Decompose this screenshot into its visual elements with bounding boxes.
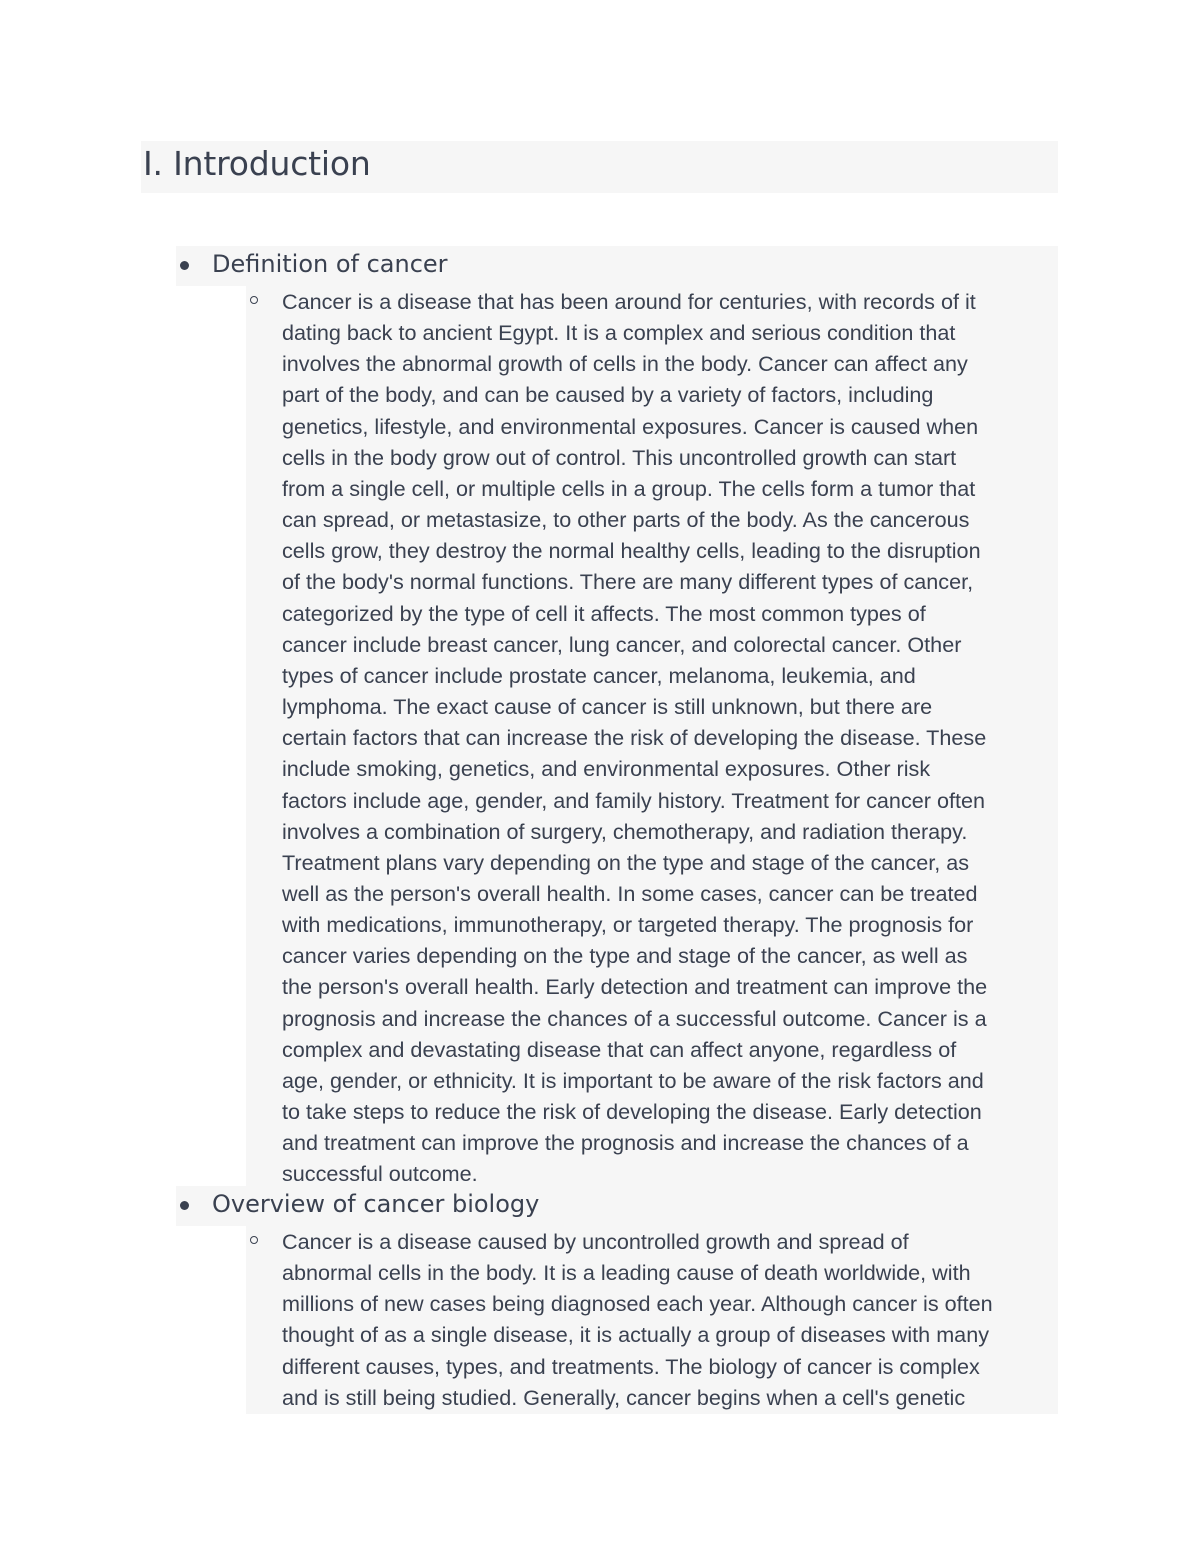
text-line: Treatment plans vary depending on the type and stage of the cancer, as — [282, 849, 970, 875]
text-line: involves a combination of surgery, chemotherapy, and radiation therapy. — [282, 818, 968, 844]
text-line: certain factors that can increase the risk of developing the disease. These — [282, 725, 987, 751]
text-line: dating back to ancient Egypt. It is a complex and serious condition that — [282, 320, 956, 346]
bullet-icon — [180, 261, 189, 270]
text-line: cells in the body grow out of control. This uncontrolled growth can start — [282, 444, 957, 470]
heading-block — [141, 141, 1058, 193]
text-line: Cancer is a disease that has been around for centuries, with records of it — [282, 289, 976, 314]
text-line: successful outcome. — [282, 1161, 478, 1187]
text-line: abnormal cells in the body. It is a leading cause of death worldwide, with — [282, 1260, 971, 1286]
text-line: to take steps to reduce the risk of developing the disease. Early detection — [282, 1099, 982, 1125]
section-body-definition — [246, 286, 1058, 1186]
text-line: of the body's normal functions. There are many different types of cancer, — [282, 569, 974, 595]
page-title: I. Introduction — [143, 144, 371, 183]
text-line: include smoking, genetics, and environmental exposures. Other risk — [282, 756, 931, 782]
hollow-bullet-icon — [250, 296, 258, 304]
text-line: lymphoma. The exact cause of cancer is still unknown, but there are — [282, 694, 933, 720]
text-line: prognosis and increase the chances of a successful outcome. Cancer is a — [282, 1005, 987, 1031]
text-line: categorized by the type of cell it affects. The most common types of — [282, 600, 926, 626]
text-line: millions of new cases being diagnosed each year. Although cancer is often — [282, 1291, 993, 1317]
text-line: genetics, lifestyle, and environmental exposures. Cancer is caused when — [282, 413, 979, 439]
text-line: well as the person's overall health. In some cases, cancer can be treated — [282, 880, 978, 906]
section-header-overview — [176, 1186, 1058, 1226]
hollow-bullet-icon — [250, 1236, 258, 1244]
text-line: the person's overall health. Early detection and treatment can improve the — [282, 974, 988, 1000]
text-line: and treatment can improve the prognosis and increase the chances of a — [282, 1130, 969, 1156]
text-line: cells grow, they destroy the normal healthy cells, leading to the disruption — [282, 538, 981, 564]
text-line: age, gender, or ethnicity. It is important to be aware of the risk factors and — [282, 1067, 984, 1093]
text-line: can spread, or metastasize, to other parts of the body. As the cancerous — [282, 507, 970, 533]
text-line: from a single cell, or multiple cells in a group. The cells form a tumor that — [282, 475, 976, 501]
paragraph — [282, 1226, 1062, 1413]
text-line: involves the abnormal growth of cells in the body. Cancer can affect any — [282, 351, 968, 377]
text-line: different causes, types, and treatments. The biology of cancer is complex — [282, 1353, 980, 1379]
text-line: cancer varies depending on the type and stage of the cancer, as well as — [282, 943, 968, 969]
section-body-overview — [246, 1226, 1058, 1414]
paragraph — [282, 286, 1062, 1190]
bullet-icon — [180, 1201, 189, 1210]
text-line: types of cancer include prostate cancer, melanoma, leukemia, and — [282, 662, 916, 688]
text-line: Cancer is a disease caused by uncontrolled growth and spread of — [282, 1229, 909, 1254]
section-title: Overview of cancer biology — [212, 1190, 540, 1218]
text-line: complex and devastating disease that can affect anyone, regardless of — [282, 1036, 957, 1062]
text-line: cancer include breast cancer, lung cancer, and colorectal cancer. Other — [282, 631, 962, 657]
text-line: and is still being studied. Generally, cancer begins when a cell's genetic — [282, 1384, 966, 1410]
text-line: part of the body, and can be caused by a variety of factors, including — [282, 382, 934, 408]
section-title: Definition of cancer — [212, 250, 448, 278]
text-line: with medications, immunotherapy, or targeted therapy. The prognosis for — [282, 912, 974, 938]
section-header-definition — [176, 246, 1058, 286]
text-line: thought of as a single disease, it is actually a group of diseases with many — [282, 1322, 989, 1348]
text-line: factors include age, gender, and family history. Treatment for cancer often — [282, 787, 985, 813]
